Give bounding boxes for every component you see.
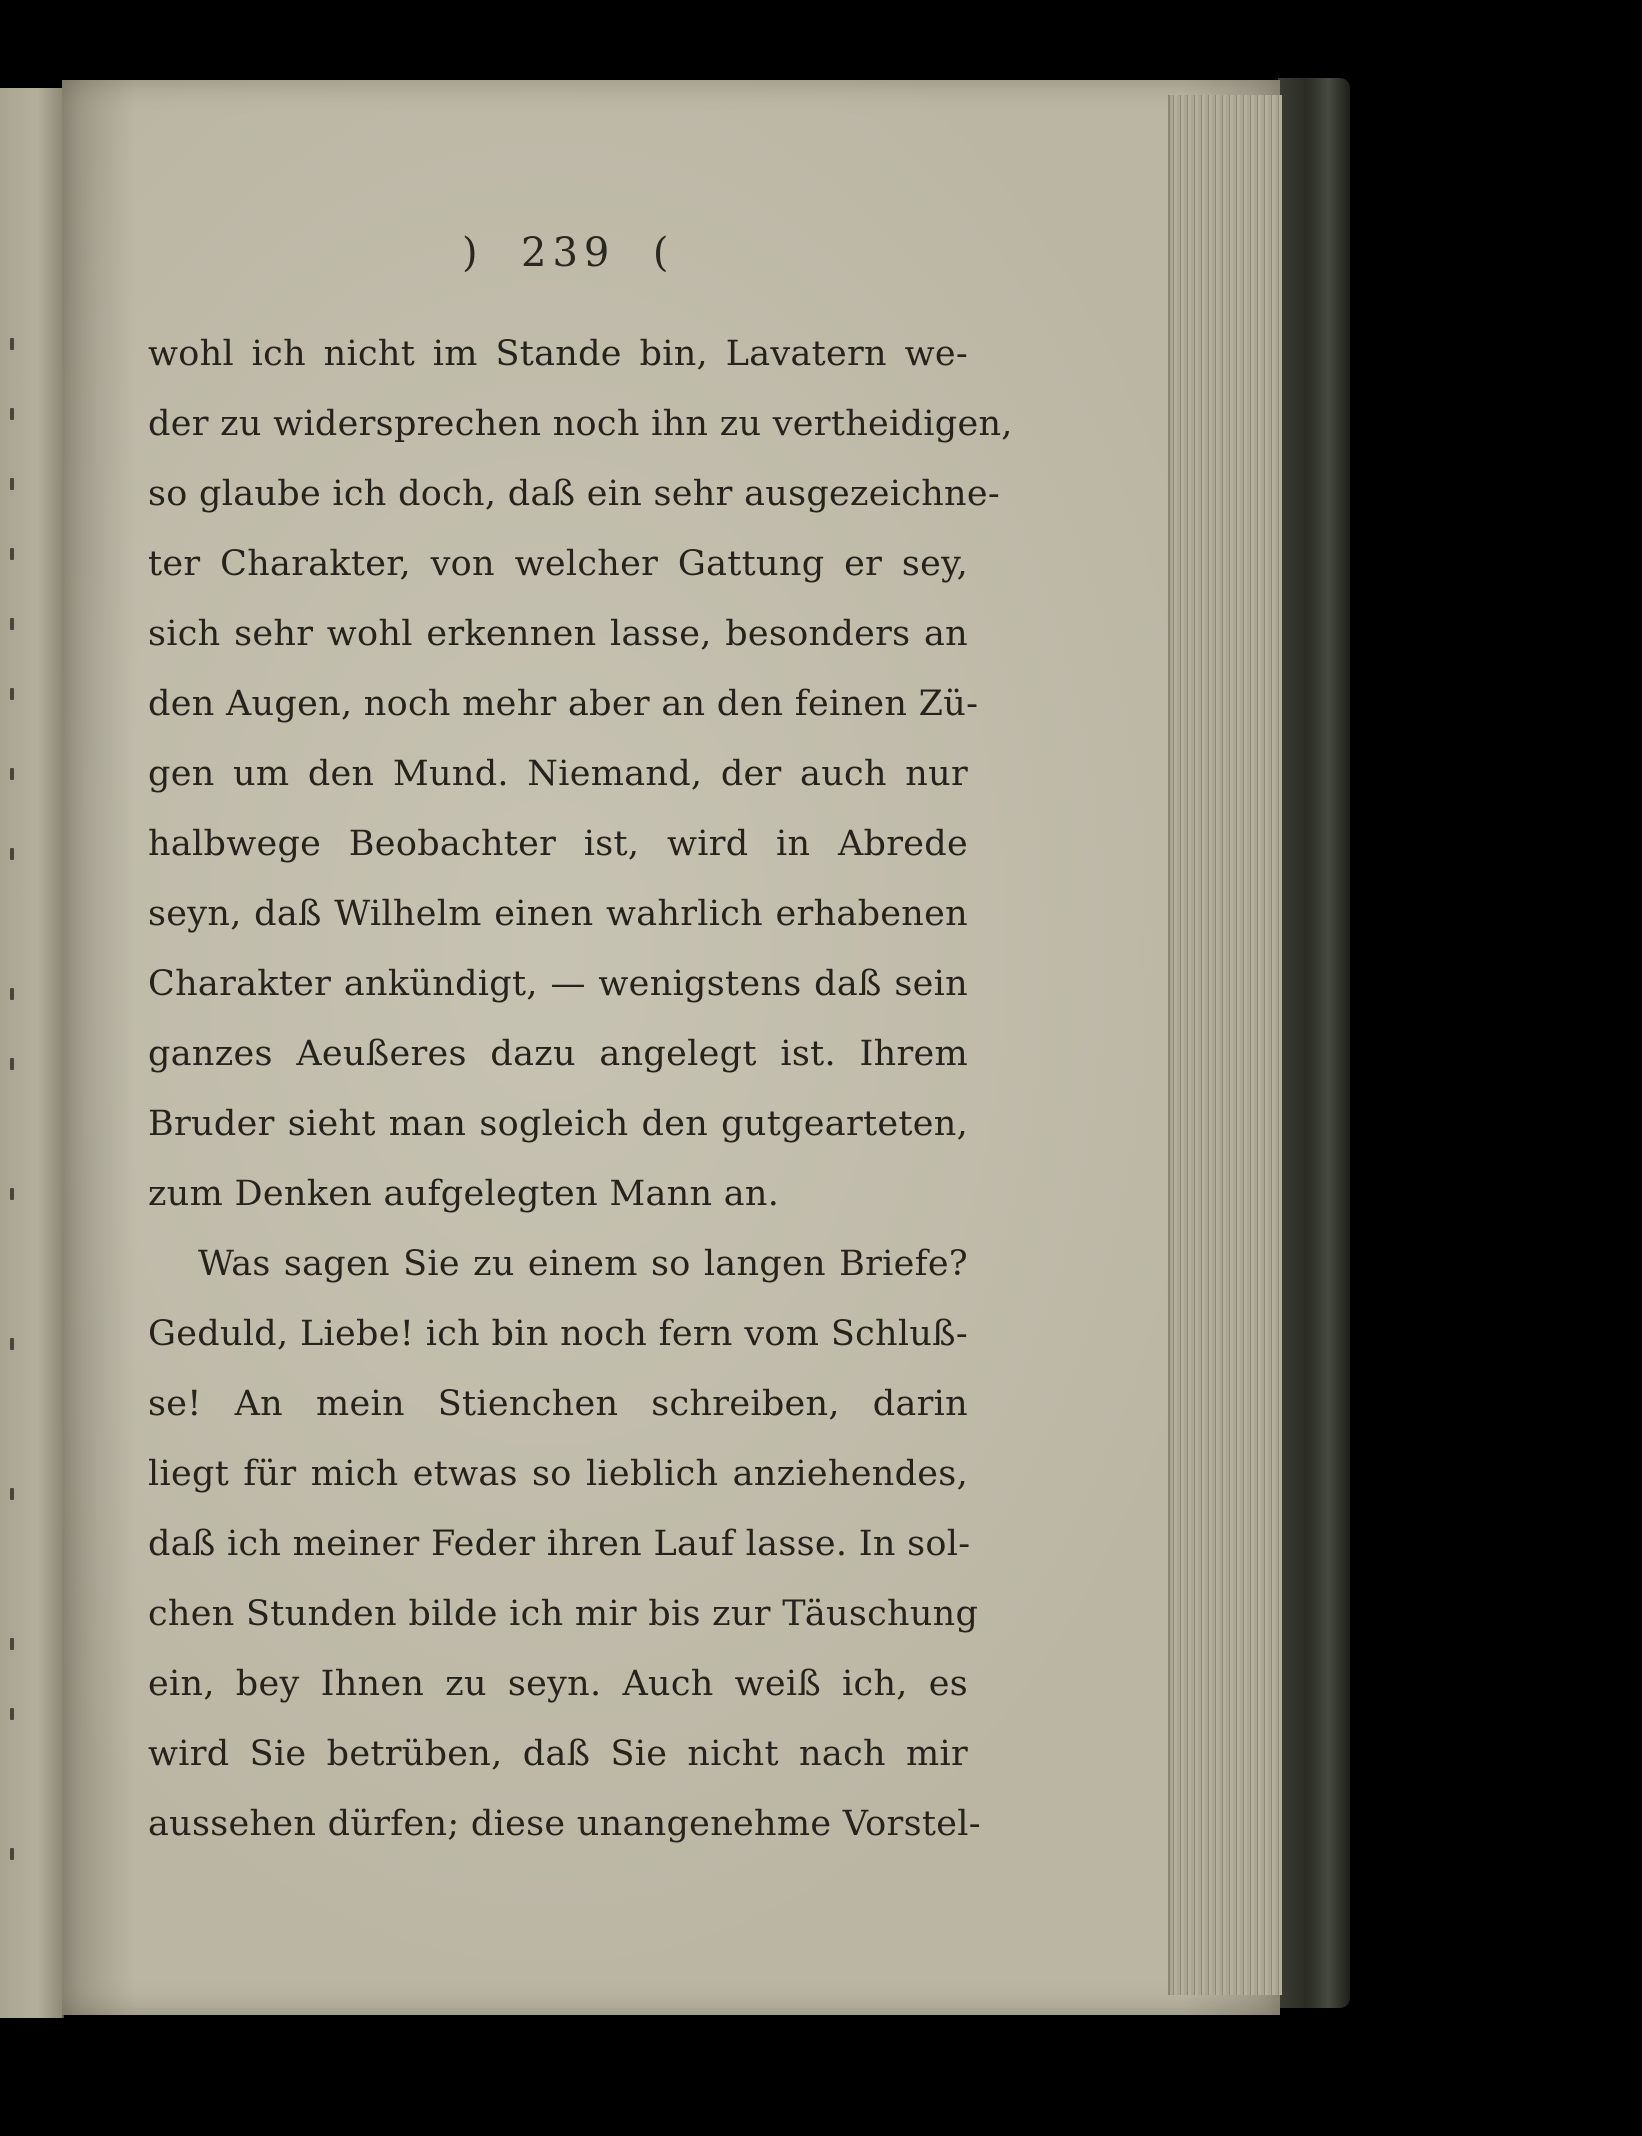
left-page-mark: [10, 1638, 14, 1650]
left-page-mark: [10, 1058, 14, 1070]
left-page-mark: [10, 1488, 14, 1500]
left-page-mark: [10, 1338, 14, 1350]
left-page-mark: [10, 768, 14, 780]
text-line: liegt für mich etwas so lieblich anziehendes,: [148, 1454, 968, 1494]
text-line: Bruder sieht man sogleich den gutgearteten,: [148, 1104, 968, 1144]
left-page-edge: [0, 88, 64, 2018]
text-line: seyn, daß Wilhelm einen wahrlich erhabenen: [148, 894, 968, 934]
book-cover-edge: [1278, 78, 1350, 2008]
left-page-mark: [10, 408, 14, 420]
text-line: wohl ich nicht im Stande bin, Lavatern we-: [148, 334, 968, 374]
text-line: ganzes Aeußeres dazu angelegt ist. Ihrem: [148, 1034, 968, 1074]
left-page-mark: [10, 1848, 14, 1860]
left-page-mark: [10, 548, 14, 560]
left-page-mark: [10, 988, 14, 1000]
left-page-mark: [10, 478, 14, 490]
page-number-header: ) 239 (: [462, 230, 675, 276]
text-line: Was sagen Sie zu einem so langen Briefe?: [198, 1244, 968, 1284]
left-page-mark: [10, 1708, 14, 1720]
text-line: se! An mein Stienchen schreiben, darin: [148, 1384, 968, 1424]
text-line: gen um den Mund. Niemand, der auch nur: [148, 754, 968, 794]
text-line: ter Charakter, von welcher Gattung er sey,: [148, 544, 968, 584]
text-line: der zu widersprechen noch ihn zu vertheidigen,: [148, 404, 1013, 444]
left-page-mark: [10, 1188, 14, 1200]
text-line: ein, bey Ihnen zu seyn. Auch weiß ich, es: [148, 1664, 968, 1704]
left-page-mark: [10, 618, 14, 630]
text-line: sich sehr wohl erkennen lasse, besonders an: [148, 614, 968, 654]
page-stack-edges: [1168, 95, 1282, 1995]
text-line: zum Denken aufgelegten Mann an.: [148, 1174, 780, 1214]
left-page-mark: [10, 688, 14, 700]
text-line: Charakter ankündigt, — wenigstens daß sein: [148, 964, 968, 1004]
text-line: Geduld, Liebe! ich bin noch fern vom Schluß-: [148, 1314, 968, 1354]
text-line: so glaube ich doch, daß ein sehr ausgezeichne-: [148, 474, 1001, 514]
left-page-mark: [10, 848, 14, 860]
left-page-mark: [10, 338, 14, 350]
text-line: chen Stunden bilde ich mir bis zur Täuschung: [148, 1594, 979, 1634]
text-line: halbwege Beobachter ist, wird in Abrede: [148, 824, 968, 864]
text-line: wird Sie betrüben, daß Sie nicht nach mir: [148, 1734, 968, 1774]
text-line: daß ich meiner Feder ihren Lauf lasse. In sol-: [148, 1524, 971, 1564]
text-line: den Augen, noch mehr aber an den feinen Zü-: [148, 684, 979, 724]
text-line: aussehen dürfen; diese unangenehme Vorstel-: [148, 1804, 981, 1844]
